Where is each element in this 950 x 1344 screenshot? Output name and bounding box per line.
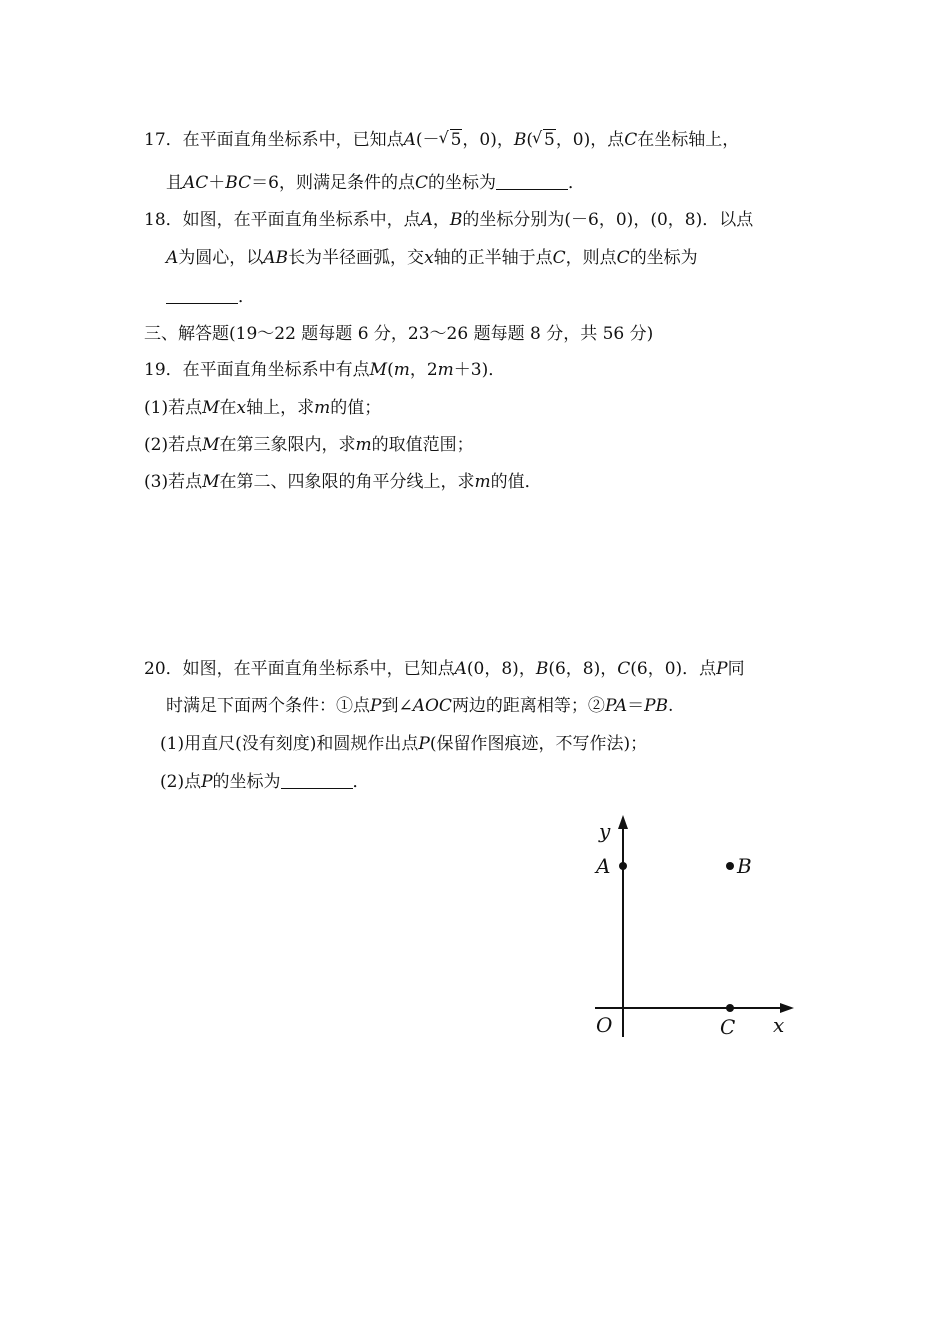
point-b-label: B (737, 854, 752, 878)
answer-blank[interactable] (496, 171, 568, 190)
q20-line2: 时满足下面两个条件：①点P到∠AOC两边的距离相等；②PA＝PB. (166, 696, 674, 716)
q18-line1: 18．如图，在平面直角坐标系中，点A，B的坐标分别为(－6，0)，(0，8)．以点 (144, 210, 754, 230)
q20-part2: (2)点P的坐标为 ． (160, 772, 370, 792)
coordinate-figure (585, 812, 805, 1052)
q18-line3: ． (166, 285, 255, 309)
q17-number: 17． (144, 130, 183, 150)
q20-line1: 20．如图，在平面直角坐标系中，已知点A(0，8)，B(6，8)，C(6，0)．点P同 (144, 659, 745, 679)
sqrt-symbol: √ 5 (533, 128, 556, 152)
q20-number: 20． (144, 659, 183, 679)
q18-line2: A为圆心，以AB长为半径画弧，交x轴的正半轴于点C，则点C的坐标为 (166, 248, 698, 268)
q17-line2: 且AC＋BC＝6，则满足条件的点C的坐标为 ． (166, 173, 585, 193)
sqrt-symbol: √ 5 (440, 128, 463, 152)
answer-blank[interactable] (166, 285, 238, 304)
q19-part3: (3)若点M在第二、四象限的角平分线上，求m的值． (144, 472, 542, 492)
q19-part2: (2)若点M在第三象限内，求m的取值范围； (144, 435, 474, 455)
x-axis (595, 1003, 794, 1013)
point-b (726, 862, 734, 870)
origin-label: O (596, 1013, 613, 1037)
point-a-label: A (596, 854, 611, 878)
point-a (619, 862, 627, 870)
x-axis-label: x (773, 1013, 785, 1037)
section-heading: 三、解答题(19～22 题每题 6 分，23～26 题每题 8 分，共 56 分) (144, 324, 654, 344)
q19-part1: (1)若点M在x轴上，求m的值； (144, 398, 382, 418)
q19-number: 19． (144, 360, 183, 380)
y-axis-label: y (599, 819, 611, 843)
q17-line1: 17．在平面直角坐标系中，已知点A(－√ 5，0)，B(√ 5，0)，点C在坐标轴上， (144, 128, 739, 152)
q20-part1: (1)用直尺(没有刻度)和圆规作出点P(保留作图痕迹，不写作法)； (160, 734, 648, 754)
q18-number: 18． (144, 210, 183, 230)
point-c (726, 1004, 734, 1012)
q19-stem: 19．在平面直角坐标系中有点M(m，2m＋3)． (144, 360, 506, 380)
y-axis (618, 815, 628, 1037)
answer-blank[interactable] (281, 770, 353, 789)
point-c-label: C (720, 1015, 736, 1039)
